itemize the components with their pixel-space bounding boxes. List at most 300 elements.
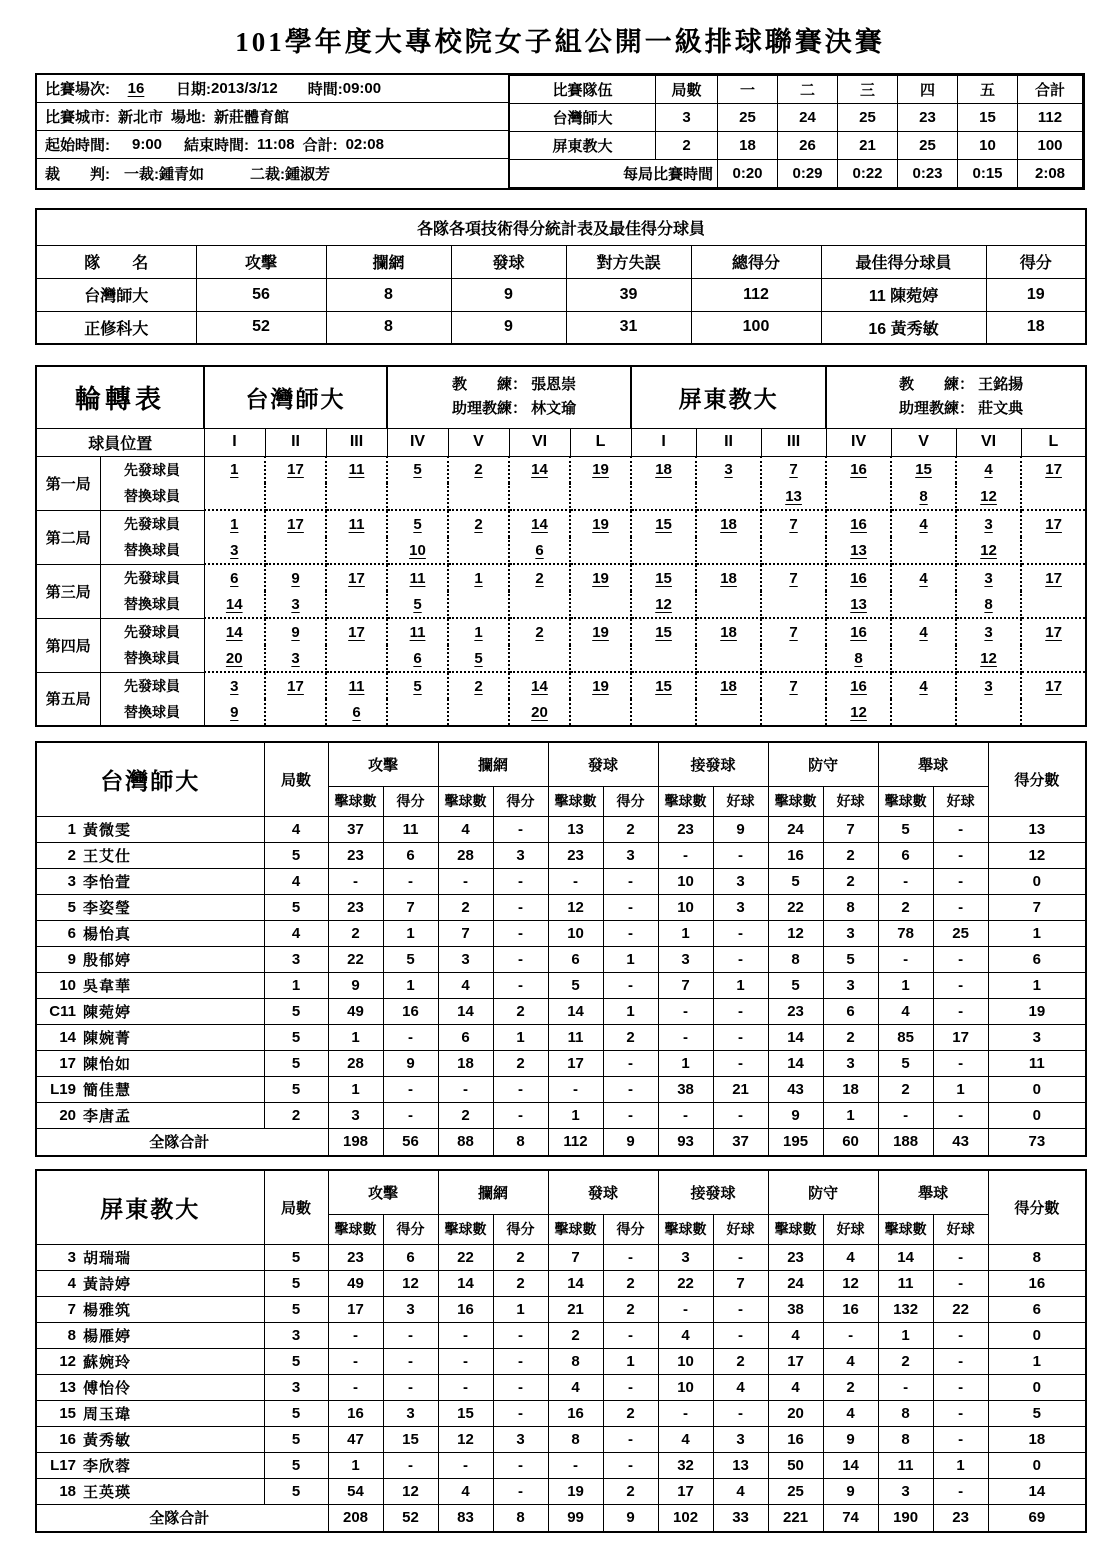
sub-column-header: 好球	[823, 1214, 878, 1244]
stat-value: -	[603, 894, 658, 920]
start-time-label: 起始時間:	[45, 137, 110, 154]
summary-header-cell: 攔網	[326, 245, 451, 278]
stat-value: -	[878, 1102, 933, 1128]
player-number: 16	[850, 677, 867, 695]
stat-value: -	[603, 1076, 658, 1102]
starter-cell	[570, 672, 631, 699]
player-number: 17	[1045, 461, 1062, 479]
match-number-value: 16	[127, 80, 145, 97]
starter-cell	[387, 510, 448, 537]
stat-value: 1	[493, 1296, 548, 1322]
starter-cell	[696, 564, 761, 591]
rotation-team1-name: 台灣師大	[204, 366, 387, 428]
stat-value: 3	[383, 1400, 438, 1426]
stat-value: 22	[768, 894, 823, 920]
sets-played: 3	[264, 1322, 328, 1348]
stat-value: -	[933, 894, 988, 920]
stat-value: 21	[713, 1076, 768, 1102]
sub-cell	[326, 645, 387, 672]
player-score: 0	[988, 1076, 1086, 1102]
end-time-value: 11:08	[257, 136, 295, 153]
position-header: V	[448, 428, 509, 456]
skill-group-header: 舉球	[878, 742, 988, 786]
stat-value: 1	[933, 1452, 988, 1478]
player-number: 13	[850, 541, 867, 559]
summary-value: 52	[196, 311, 326, 344]
sub-column-header: 得分	[383, 786, 438, 816]
player-number: 3	[984, 515, 993, 533]
venue-value: 新莊體育館	[214, 109, 290, 126]
stat-value: 18	[438, 1050, 493, 1076]
position-header: L	[570, 428, 631, 456]
sets-played: 5	[264, 1400, 328, 1426]
stats-header-row1	[36, 1170, 1086, 1214]
starter-cell	[761, 510, 826, 537]
total-value: 56	[383, 1128, 438, 1156]
stat-value: 14	[548, 998, 603, 1024]
stat-value: 16	[438, 1296, 493, 1322]
player-number: 2	[474, 515, 483, 533]
stat-value: 10	[658, 868, 713, 894]
assistant-coach-name: 助理教練： 林文瑜	[451, 400, 577, 418]
rotation-table	[35, 365, 1087, 727]
player-name-wrap	[37, 1105, 264, 1126]
total-value: 99	[548, 1504, 603, 1532]
player-number: 15	[655, 569, 672, 587]
starter-cell	[448, 672, 509, 699]
player-name-cell	[36, 1322, 264, 1348]
stat-value: 14	[548, 1270, 603, 1296]
player-score: 19	[988, 998, 1086, 1024]
player-name-wrap	[37, 1079, 264, 1100]
sub-cell	[387, 591, 448, 618]
stat-value: -	[878, 946, 933, 972]
stat-value: 12	[823, 1270, 878, 1296]
sub-cell	[826, 645, 891, 672]
player-stats-row	[36, 868, 1086, 894]
player-stats-row	[36, 1050, 1086, 1076]
player-jersey-number: 5	[67, 898, 76, 916]
starter-cell	[448, 564, 509, 591]
summary-table	[35, 208, 1087, 345]
starter-cell	[761, 456, 826, 483]
total-value: 93	[658, 1128, 713, 1156]
player-number: 16	[850, 461, 867, 479]
sub-cell	[1021, 483, 1086, 510]
player-name-cell	[36, 1348, 264, 1374]
player-name: 楊雁婷	[83, 1327, 132, 1345]
sub-cell	[696, 699, 761, 726]
starter-cell	[265, 456, 326, 483]
summary-value: 39	[566, 278, 691, 311]
time-value: 09:00	[342, 80, 382, 97]
player-jersey-number: 18	[59, 1482, 76, 1500]
stat-value: -	[548, 1076, 603, 1102]
stat-value: 3	[438, 946, 493, 972]
total-value: 188	[878, 1128, 933, 1156]
stat-value: 1	[878, 972, 933, 998]
stat-value: 17	[658, 1478, 713, 1504]
player-stats-row	[36, 1426, 1086, 1452]
sub-cell	[891, 645, 956, 672]
starter-cell	[696, 618, 761, 645]
sub-cell	[761, 483, 826, 510]
stat-value: -	[493, 868, 548, 894]
stat-value: -	[713, 998, 768, 1024]
sub-cell	[387, 537, 448, 564]
player-name-wrap	[37, 1403, 264, 1424]
summary-value: 8	[326, 278, 451, 311]
sub-cell	[631, 537, 696, 564]
total-score: 73	[988, 1128, 1086, 1156]
player-number: 3	[291, 649, 300, 667]
player-stats-row	[36, 1102, 1086, 1128]
starter-cell	[1021, 456, 1086, 483]
stat-value: -	[933, 972, 988, 998]
starter-cell	[826, 672, 891, 699]
player-jersey-number: 2	[67, 846, 76, 864]
summary-value: 31	[566, 311, 691, 344]
coach-name: 教 練： 張恩崇	[451, 376, 577, 394]
player-number: 14	[225, 623, 243, 641]
player-number: 1	[230, 461, 239, 479]
sub-column-header: 擊球數	[658, 1214, 713, 1244]
player-number: 4	[919, 677, 928, 695]
sub-cell	[696, 483, 761, 510]
summary-header-cell: 總得分	[691, 245, 821, 278]
total-value: 195	[768, 1128, 823, 1156]
best-scorer: 11 陳菀婷	[821, 278, 986, 311]
city-label: 比賽城市:	[45, 109, 110, 126]
stat-value: 6	[878, 842, 933, 868]
skill-group-header: 攻擊	[328, 742, 438, 786]
stat-value: -	[713, 1400, 768, 1426]
starters-label: 先發球員	[100, 564, 204, 591]
player-name: 黃微雯	[83, 821, 132, 839]
match-number-label: 比賽場次:	[45, 81, 110, 98]
stat-value: 5	[383, 946, 438, 972]
stat-value: 14	[438, 998, 493, 1024]
skill-group-header: 發球	[548, 1170, 658, 1214]
stat-value: -	[383, 1348, 438, 1374]
sub-cell	[448, 483, 509, 510]
sub-cell	[265, 537, 326, 564]
score-header-cell: 局數	[656, 76, 718, 104]
starter-cell	[570, 618, 631, 645]
sub-cell	[265, 483, 326, 510]
player-name-wrap	[37, 1299, 264, 1320]
rotation-header-row	[36, 366, 1086, 428]
total-value: 102	[658, 1504, 713, 1532]
starter-cell	[891, 564, 956, 591]
player-stats-row	[36, 816, 1086, 842]
stat-value: -	[383, 868, 438, 894]
sub-cell	[956, 537, 1021, 564]
stat-value: 2	[493, 1050, 548, 1076]
stat-value: 10	[658, 1348, 713, 1374]
player-score: 1	[988, 920, 1086, 946]
stat-value: 14	[823, 1452, 878, 1478]
sub-cell	[326, 483, 387, 510]
stat-value: -	[933, 1478, 988, 1504]
player-name-wrap	[37, 1377, 264, 1398]
stat-value: 2	[878, 1348, 933, 1374]
stat-value: 4	[823, 1400, 878, 1426]
referee1-name: 鍾青如	[159, 165, 205, 183]
starter-cell	[387, 564, 448, 591]
player-name-wrap	[37, 897, 264, 918]
player-number: 7	[789, 515, 798, 533]
summary-header-cell: 隊 名	[36, 245, 196, 278]
player-number: 6	[535, 541, 544, 559]
position-header: VI	[509, 428, 570, 456]
sub-column-header: 擊球數	[658, 786, 713, 816]
player-number: 9	[230, 703, 239, 721]
stat-value: 4	[438, 1478, 493, 1504]
sub-column-header: 得分	[603, 786, 658, 816]
player-name-wrap	[37, 845, 264, 866]
total-value: 43	[933, 1128, 988, 1156]
starter-cell	[509, 564, 570, 591]
rotation-starters-row	[36, 510, 1086, 537]
starter-cell	[204, 564, 265, 591]
sets-played: 5	[264, 998, 328, 1024]
referee2-name: 鍾淑芳	[285, 165, 331, 183]
stat-value: -	[933, 1050, 988, 1076]
skill-group-header: 防守	[768, 742, 878, 786]
sub-column-header: 好球	[823, 786, 878, 816]
player-number: 12	[850, 703, 867, 721]
player-number: 8	[919, 487, 928, 505]
player-name-wrap	[37, 975, 264, 996]
starter-cell	[387, 618, 448, 645]
player-name-cell	[36, 842, 264, 868]
sub-cell	[265, 645, 326, 672]
player-name: 李唐孟	[83, 1107, 132, 1125]
rotation-subs-row	[36, 483, 1086, 510]
page-title: 101學年度大專校院女子組公開一級排球聯賽決賽	[235, 27, 885, 57]
assistant-coach-name: 助理教練： 莊文典	[899, 400, 1024, 418]
player-number: 4	[984, 461, 993, 479]
starter-cell	[204, 672, 265, 699]
stat-value: -	[933, 842, 988, 868]
player-number: 7	[789, 677, 798, 695]
set-time-label: 每局比賽時間	[510, 160, 718, 188]
stat-value: 13	[713, 1452, 768, 1478]
duration-value: 02:08	[345, 136, 384, 153]
position-header: V	[891, 428, 956, 456]
city-value: 新北市	[118, 109, 164, 126]
subs-label: 替換球員	[100, 483, 204, 510]
stat-value: 1	[383, 972, 438, 998]
starter-cell	[509, 672, 570, 699]
player-name: 李怡萱	[83, 873, 132, 891]
stat-value: 4	[658, 1426, 713, 1452]
rotation-positions-row	[36, 428, 1086, 456]
subs-label: 替換球員	[100, 537, 204, 564]
player-name-cell	[36, 972, 264, 998]
stat-value: 9	[768, 1102, 823, 1128]
stat-value: 10	[548, 920, 603, 946]
sets-played: 2	[264, 1102, 328, 1128]
stat-value: -	[658, 1024, 713, 1050]
stat-value: 38	[768, 1296, 823, 1322]
starter-cell	[570, 510, 631, 537]
stat-value: 4	[713, 1374, 768, 1400]
starter-cell	[204, 618, 265, 645]
starter-cell	[448, 618, 509, 645]
sets-column-header: 局數	[264, 742, 328, 816]
stat-value: 25	[933, 920, 988, 946]
stat-value: 2	[823, 842, 878, 868]
player-name: 胡瑞瑞	[83, 1249, 132, 1267]
starter-cell	[761, 618, 826, 645]
stat-value: 3	[493, 842, 548, 868]
stat-value: 1	[493, 1024, 548, 1050]
sets-won: 3	[656, 104, 718, 132]
stat-value: -	[713, 842, 768, 868]
stat-value: 3	[713, 1426, 768, 1452]
player-number: 15	[655, 677, 672, 695]
sub-cell	[326, 537, 387, 564]
stat-value: -	[548, 868, 603, 894]
player-number: 20	[531, 703, 548, 721]
sub-cell	[761, 591, 826, 618]
stat-value: -	[603, 972, 658, 998]
summary-value: 18	[986, 311, 1086, 344]
stat-value: 7	[658, 972, 713, 998]
player-number: 7	[789, 569, 798, 587]
starter-cell	[1021, 672, 1086, 699]
score-header-row	[510, 76, 1083, 104]
player-stats-row	[36, 894, 1086, 920]
stat-value: 14	[768, 1050, 823, 1076]
player-number: 6	[413, 649, 422, 667]
total-value: 112	[548, 1128, 603, 1156]
stat-value: 1	[383, 920, 438, 946]
set-score: 25	[898, 132, 958, 160]
player-number: 17	[1045, 677, 1062, 695]
stat-value: 23	[658, 816, 713, 842]
player-score: 7	[988, 894, 1086, 920]
set-score: 21	[838, 132, 898, 160]
set-score: 25	[718, 104, 778, 132]
total-value: 23	[933, 1504, 988, 1532]
stat-value: 1	[603, 1348, 658, 1374]
sets-played: 5	[264, 1296, 328, 1322]
sub-cell	[696, 645, 761, 672]
stat-value: 7	[438, 920, 493, 946]
stat-value: 3	[658, 1244, 713, 1270]
total-value: 74	[823, 1504, 878, 1532]
set-time: 0:15	[958, 160, 1018, 188]
starter-cell	[956, 672, 1021, 699]
set-score: 10	[958, 132, 1018, 160]
stat-value: 2	[603, 1478, 658, 1504]
player-number: 5	[413, 595, 422, 613]
team2-stats-table	[35, 1169, 1087, 1533]
date-label: 日期:	[176, 81, 211, 98]
player-jersey-number: 14	[59, 1028, 76, 1046]
summary-title: 各隊各項技術得分統計表及最佳得分球員	[36, 209, 1086, 245]
player-name: 周玉瑋	[83, 1405, 132, 1423]
player-name: 簡佳慧	[83, 1081, 132, 1099]
player-number: 6	[230, 569, 239, 587]
player-name-wrap	[37, 923, 264, 944]
starter-cell	[448, 456, 509, 483]
stat-value: 3	[823, 1050, 878, 1076]
summary-value: 100	[691, 311, 821, 344]
player-number: 3	[984, 569, 993, 587]
stat-value: 37	[328, 816, 383, 842]
player-stats-row	[36, 1076, 1086, 1102]
player-name-cell	[36, 1050, 264, 1076]
match-info-row-1	[37, 75, 508, 103]
starter-cell	[326, 618, 387, 645]
player-name-wrap	[37, 1351, 264, 1372]
stat-value: 1	[328, 1452, 383, 1478]
player-stats-row	[36, 1270, 1086, 1296]
stat-value: 16	[328, 1400, 383, 1426]
stat-value: 47	[328, 1426, 383, 1452]
summary-title-row	[36, 209, 1086, 245]
sets-played: 5	[264, 842, 328, 868]
stat-value: 7	[713, 1270, 768, 1296]
stat-value: 16	[768, 1426, 823, 1452]
stat-value: -	[713, 1024, 768, 1050]
starter-cell	[265, 618, 326, 645]
player-number: 15	[655, 515, 672, 533]
starter-cell	[631, 456, 696, 483]
stat-value: 12	[383, 1270, 438, 1296]
stat-value: 2	[823, 1374, 878, 1400]
stat-value: 3	[823, 920, 878, 946]
player-jersey-number: 6	[67, 924, 76, 942]
player-number: 11	[348, 677, 365, 695]
player-stats-row	[36, 946, 1086, 972]
stats-team-name: 台灣師大	[36, 742, 264, 816]
starter-cell	[956, 456, 1021, 483]
player-name-wrap	[37, 1273, 264, 1294]
stat-value: -	[713, 920, 768, 946]
player-number: 7	[789, 623, 798, 641]
skill-group-header: 攻擊	[328, 1170, 438, 1214]
sub-cell	[387, 483, 448, 510]
starter-cell	[509, 510, 570, 537]
stat-value: 14	[768, 1024, 823, 1050]
stat-value: -	[438, 1374, 493, 1400]
rotation-team2-name: 屏東教大	[631, 366, 826, 428]
sub-column-header: 擊球數	[328, 1214, 383, 1244]
starter-cell	[1021, 510, 1086, 537]
stat-value: 12	[768, 920, 823, 946]
starter-cell	[570, 456, 631, 483]
position-header: VI	[956, 428, 1021, 456]
player-number: 11	[409, 623, 426, 641]
player-name: 李欣蓉	[83, 1457, 132, 1475]
stat-value: -	[823, 1322, 878, 1348]
stat-value: 2	[603, 1024, 658, 1050]
stat-value: 8	[548, 1348, 603, 1374]
player-score: 0	[988, 1322, 1086, 1348]
team-total-row	[36, 1128, 1086, 1156]
sub-cell	[509, 537, 570, 564]
stat-value: 23	[328, 1244, 383, 1270]
starter-cell	[826, 618, 891, 645]
player-number: 14	[531, 677, 548, 695]
player-number: 17	[1045, 569, 1062, 587]
stat-value: 11	[878, 1452, 933, 1478]
